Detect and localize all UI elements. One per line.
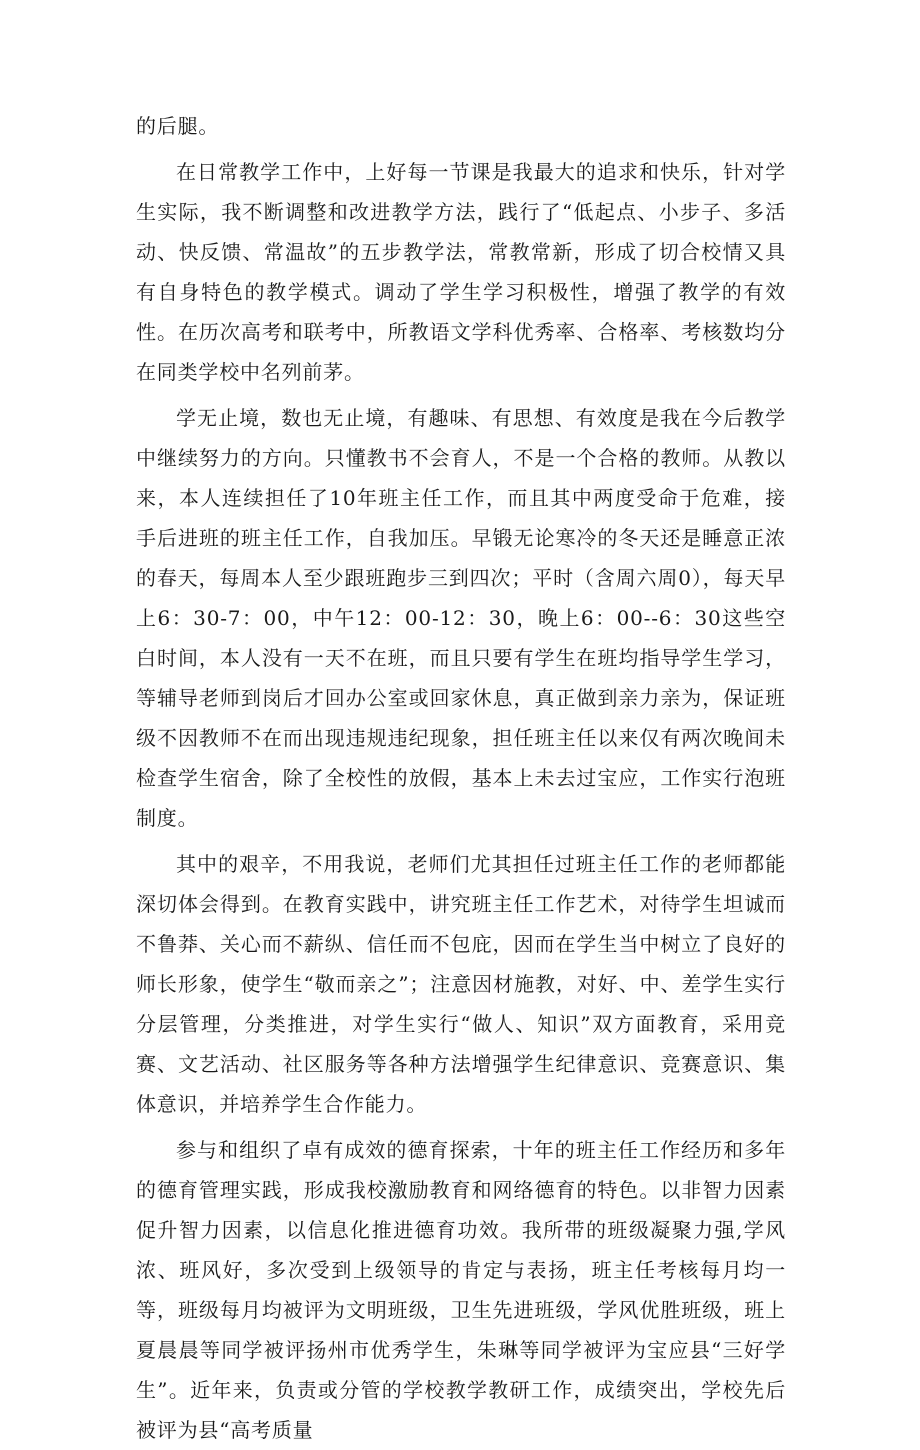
paragraph-education-practice: 其中的艰辛，不用我说，老师们尤其担任过班主任工作的老师都能深切体会得到。在教育实践中，讲究班主任工作艺术，对待学生坦诚而不鲁莽、关心而不薪纵、信任而不包庇，因而在学生当中树立了良好的师长形象，使学生“敬而亲之”；注意因材施教，对好、中、差学生实行分层管理，分类推进，对学生实行“做人、知识”双方面教育，采用竞赛、文艺活动、社区服务等各种方法增强学生纪律意识、竞赛意识、集体意识，并培养学生合作能力。	[136, 852, 786, 1116]
paragraph-class-teacher-work: 学无止境，数也无止境，有趣味、有思想、有效度是我在今后教学中继续努力的方向。只懂教书不会育人，不是一个合格的教师。从教以来，本人连续担任了10年班主任工作，而且其中两度受命于危难，接手后进班的班主任工作，自我加压。早锻无论寒冷的冬天还是睡意正浓的春天，每周本人至少跟班跑步三到四次；平时（含周六周0），每天早上6：30-7：00，中午12：00-12：30，晚上6：00--6：30这些空白时间，本人没有一天不在班，而且只要有学生在班均指导学生学习，等辅导老师到岗后才回办公室或回家休息，真正做到亲力亲为，保证班级不因教师不在而出现违规违纪现象，担任班主任以来仅有两次晚间未检查学生宿舍，除了全校性的放假，基本上未去过宝应，工作实行泡班制度。	[136, 406, 786, 830]
paragraph-teaching-method: 在日常教学工作中，上好每一节课是我最大的追求和快乐，针对学生实际，我不断调整和改进教学方法，践行了“低起点、小步子、多活动、快反馈、常温故”的五步教学法，常教常新，形成了切合校情又具有自身特色的教学模式。调动了学生学习积极性，增强了教学的有效性。在历次高考和联考中，所教语文学科优秀率、合格率、考核数均分在同类学校中名列前茅。	[136, 160, 786, 384]
document-page	[136, 106, 786, 1450]
paragraph-continuation: 的后腿。	[136, 114, 220, 138]
paragraph-moral-education: 参与和组织了卓有成效的德育探索，十年的班主任工作经历和多年的德育管理实践，形成我校激励教育和网络德育的特色。以非智力因素促升智力因素，以信息化推进德育功效。我所带的班级凝聚力强,学风浓、班风好，多次受到上级领导的肯定与表扬，班主任考核每月均一等，班级每月均被评为文明班级，卫生先进班级，学风优胜班级，班上夏晨晨等同学被评扬州市优秀学生，朱琳等同学被评为宝应县“三好学生”。近年来，负责或分管的学校教学教研工作，成绩突出，学校先后被评为县“高考质量	[136, 1138, 786, 1442]
